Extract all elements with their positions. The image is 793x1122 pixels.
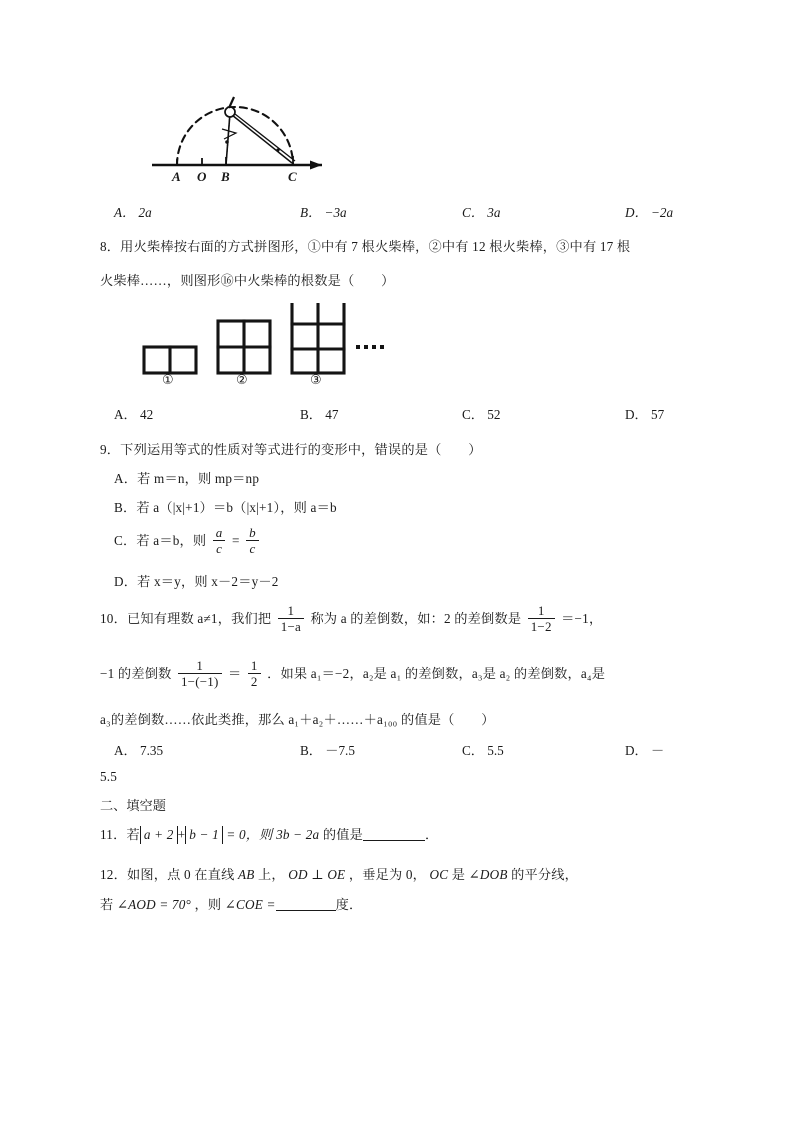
question7-options-row <box>100 202 700 222</box>
question11-prefix: 11．若 <box>100 827 140 842</box>
question12-text-part3: ，垂足为 0， <box>348 867 427 882</box>
fraction-a-over-c <box>213 526 226 556</box>
perpendicular-od-oe: OD ⊥ OE <box>288 867 346 882</box>
question10-option-c[interactable]: C． 5.5 <box>462 743 504 758</box>
matchstick-label-2: ② <box>236 373 248 388</box>
question7-option-a[interactable]: A． 2a <box>114 205 152 220</box>
fraction-one-half <box>248 659 261 689</box>
question10-line2-part2: ．如果 a₁＝−2，a₂是 a₁ 的差倒数，a₃是 a₂ 的差倒数，a₄是 <box>267 666 606 682</box>
fraction-numerator: 1 <box>537 602 545 618</box>
question12-line2-part1: 若 <box>100 897 114 912</box>
question10-options-row <box>100 740 700 760</box>
segment-ab: AB <box>237 867 255 882</box>
fraction-denominator: 1−2 <box>528 618 555 634</box>
question12-answer-blank[interactable] <box>276 897 336 911</box>
plus-sign: + <box>177 827 186 842</box>
matchstick-label-3: ③ <box>310 373 322 388</box>
question8-option-a[interactable]: A． 42 <box>114 407 154 422</box>
absolute-value-a-plus-2: a + 2 <box>140 826 178 844</box>
question8-stem-line1: 8．用火柴棒按右面的方式拼图形，①中有 7 根火柴棒，②中有 12 根火柴棒，③中有 17 根 <box>100 239 631 254</box>
question10-stem-line3: a₃的差倒数……依此类推，那么 a₁＋a₂＋……＋a₁₀₀ 的值是（ ） <box>100 712 495 727</box>
compass-point-label-c: C <box>288 169 297 184</box>
question9-option-a[interactable]: A．若 m＝n，则 mp＝np <box>114 471 260 486</box>
question12-text-part4: 是 <box>451 867 466 882</box>
question10-option-d[interactable]: D． － <box>625 743 665 758</box>
fraction-one-over-one-minus-neg-one <box>178 659 222 689</box>
question10-text-part2: 称为 a 的差倒数，如：2 的差倒数是 <box>310 611 522 627</box>
section-heading-fill-in-blanks: 二、填空题 <box>100 798 166 813</box>
question10-line2-part1: −1 的差倒数 <box>100 666 172 682</box>
angle-dob: ∠DOB <box>468 867 508 882</box>
question8-options-row <box>100 404 700 424</box>
fraction-denominator: c <box>213 540 226 556</box>
question9-option-b[interactable]: B．若 a（|x|+1）＝b（|x|+1），则 a＝b <box>114 500 337 515</box>
fraction-numerator: b <box>249 524 256 540</box>
ray-oc: OC <box>429 867 449 882</box>
fraction-b-over-c <box>246 526 259 556</box>
fraction-one-over-one-minus-a <box>278 604 304 634</box>
angle-coe: ∠COE = <box>224 897 276 912</box>
question9-option-c[interactable] <box>114 524 262 557</box>
matchstick-label-1: ① <box>162 373 174 388</box>
question10-option-a[interactable]: A． 7.35 <box>114 743 164 758</box>
question8-option-d[interactable]: D． 57 <box>625 407 665 422</box>
fraction-numerator: 1 <box>196 657 204 673</box>
question10-text-part1: 10．已知有理数 a≠1，我们把 <box>100 611 272 627</box>
fraction-denominator: c <box>246 540 259 556</box>
question12-text-part1: 12．如图，点 0 在直线 <box>100 867 235 882</box>
question8-option-b[interactable]: B． 47 <box>300 407 339 422</box>
question10-option-d-wrap[interactable]: 5.5 <box>100 769 118 784</box>
question11 <box>100 826 438 844</box>
compass-point-label-b: B <box>221 169 230 184</box>
question12-text-part5: 的平分线， <box>511 867 579 882</box>
question9-option-c-prefix: C．若 a＝b，则 <box>114 533 207 549</box>
question8-option-c[interactable]: C． 52 <box>462 407 501 422</box>
absolute-value-b-minus-1: b − 1 <box>185 826 223 844</box>
question12-line2 <box>100 896 362 914</box>
question9-option-d[interactable]: D．若 x＝y，则 x－2＝y－2 <box>114 574 279 589</box>
matchstick-figures <box>140 303 390 395</box>
compass-point-label-a: A <box>172 169 181 184</box>
question10-option-b[interactable]: B． －7.5 <box>300 743 355 758</box>
question10-stem-line2 <box>100 657 606 690</box>
fraction-numerator: 1 <box>250 657 258 673</box>
angle-aod-value: ∠AOD = 70° <box>116 897 191 912</box>
fraction-numerator: a <box>215 524 223 540</box>
question7-option-c[interactable]: C． 3a <box>462 205 501 220</box>
question7-option-d[interactable]: D． −2a <box>625 205 674 220</box>
equals-sign: = <box>231 533 240 549</box>
compass-point-label-o: O <box>197 169 207 184</box>
question10-text-part3: ＝−1， <box>561 611 603 627</box>
question12-text-part2: 上， <box>258 867 285 882</box>
equals-sign: ＝ <box>228 666 242 682</box>
equals-zero: = 0，则 <box>226 827 273 842</box>
compass-construction-figure <box>150 95 340 195</box>
fraction-denominator: 1−(−1) <box>178 673 222 689</box>
question11-answer-blank[interactable] <box>363 827 425 841</box>
question11-period: ． <box>425 827 439 842</box>
question10-stem-line1 <box>100 602 603 635</box>
question9-stem: 9．下列运用等式的性质对等式进行的变形中，错误的是（ ） <box>100 442 482 457</box>
fraction-denominator: 2 <box>248 673 261 689</box>
question11-suffix: 的值是 <box>322 827 364 842</box>
fraction-denominator: 1−a <box>278 618 304 634</box>
question8-stem-line2: 火柴棒……，则图形⑯中火柴棒的根数是（ ） <box>100 273 395 288</box>
question12-line2-part3: 度． <box>335 897 363 912</box>
question12-line1 <box>100 866 578 884</box>
expression-3b-minus-2a: 3b − 2a <box>276 827 320 842</box>
fraction-one-over-one-minus-two <box>528 604 555 634</box>
question12-line2-part2: ，则 <box>194 897 222 912</box>
fraction-numerator: 1 <box>287 602 295 618</box>
question7-option-b[interactable]: B． −3a <box>300 205 347 220</box>
